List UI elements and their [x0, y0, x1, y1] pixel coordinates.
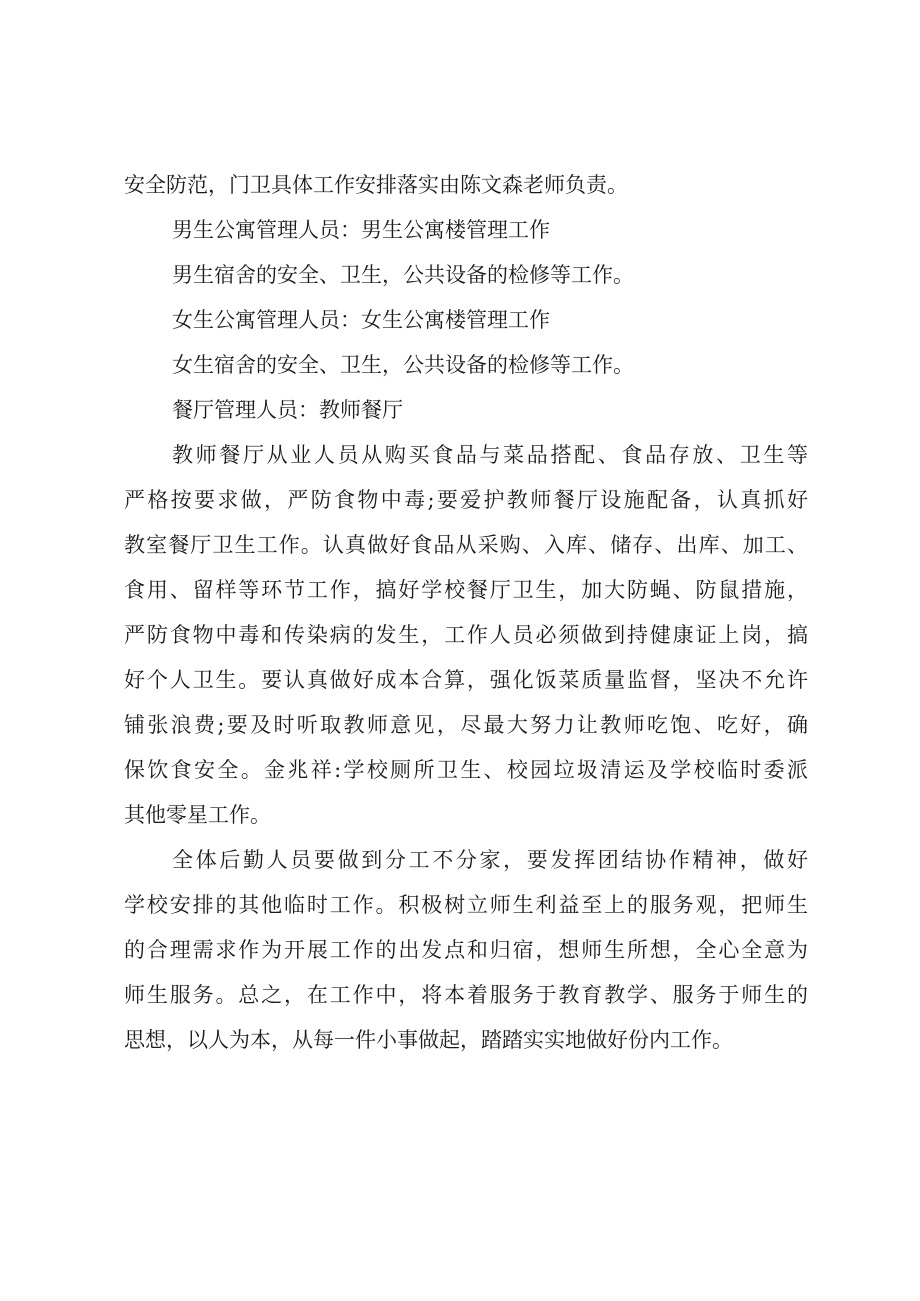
paragraph-text: 男生公寓管理人员：男生公寓楼管理工作 [172, 218, 550, 242]
text-line [0, 838, 920, 883]
text-line [0, 1018, 920, 1063]
text-line [0, 748, 920, 793]
text-line [0, 163, 920, 208]
text-line [0, 658, 920, 703]
text-line [0, 928, 920, 973]
text-line [0, 478, 920, 523]
text-line [0, 613, 920, 658]
text-line [0, 253, 920, 298]
paragraph-text: 男生宿舍的安全、卫生，公共设备的检修等工作。 [172, 263, 634, 287]
text-line [0, 523, 920, 568]
paragraph-text: 全体后勤人员要做到分工不分家，要发挥团结协作精神，做好 [172, 848, 808, 872]
paragraph-text: 严格按要求做，严防食物中毒;要爱护教师餐厅设施配备，认真抓好 [124, 488, 808, 512]
paragraph-text: 思想，以人为本，从每一件小事做起，踏踏实实地做好份内工作。 [124, 1028, 733, 1052]
paragraph-text: 严防食物中毒和传染病的发生，工作人员必须做到持健康证上岗，搞 [124, 623, 808, 647]
text-line [0, 973, 920, 1018]
paragraph-text: 教师餐厅从业人员从购买食品与菜品搭配、食品存放、卫生等 [172, 443, 808, 467]
paragraph-text: 保饮食安全。金兆祥:学校厕所卫生、校园垃圾清运及学校临时委派 [124, 758, 808, 782]
text-line [0, 343, 920, 388]
paragraph-text: 其他零星工作。 [124, 803, 271, 827]
paragraph-text: 女生宿舍的安全、卫生，公共设备的检修等工作。 [172, 353, 634, 377]
text-line [0, 388, 920, 433]
paragraph-text: 安全防范，门卫具体工作安排落实由陈文森老师负责。 [124, 173, 628, 197]
text-line [0, 298, 920, 343]
paragraph-text: 师生服务。总之，在工作中，将本着服务于教育教学、服务于师生的 [124, 983, 808, 1007]
text-line [0, 703, 920, 748]
paragraph-text: 女生公寓管理人员：女生公寓楼管理工作 [172, 308, 550, 332]
text-line [0, 208, 920, 253]
paragraph-text: 学校安排的其他临时工作。积极树立师生利益至上的服务观，把师生 [124, 893, 808, 917]
text-line [0, 433, 920, 478]
paragraph-text: 餐厅管理人员：教师餐厅 [172, 398, 403, 422]
text-line [0, 883, 920, 928]
paragraph-text: 铺张浪费;要及时听取教师意见，尽最大努力让教师吃饱、吃好，确 [124, 713, 808, 737]
paragraph-text: 的合理需求作为开展工作的出发点和归宿，想师生所想，全心全意为 [124, 938, 808, 962]
paragraph-text: 好个人卫生。要认真做好成本合算，强化饭菜质量监督，坚决不允许 [124, 668, 808, 692]
text-line [0, 568, 920, 613]
paragraph-text: 食用、留样等环节工作，搞好学校餐厅卫生，加大防蝇、防鼠措施， [124, 578, 808, 602]
text-line [0, 793, 920, 838]
paragraph-text: 教室餐厅卫生工作。认真做好食品从采购、入库、储存、出库、加工、 [124, 533, 808, 557]
